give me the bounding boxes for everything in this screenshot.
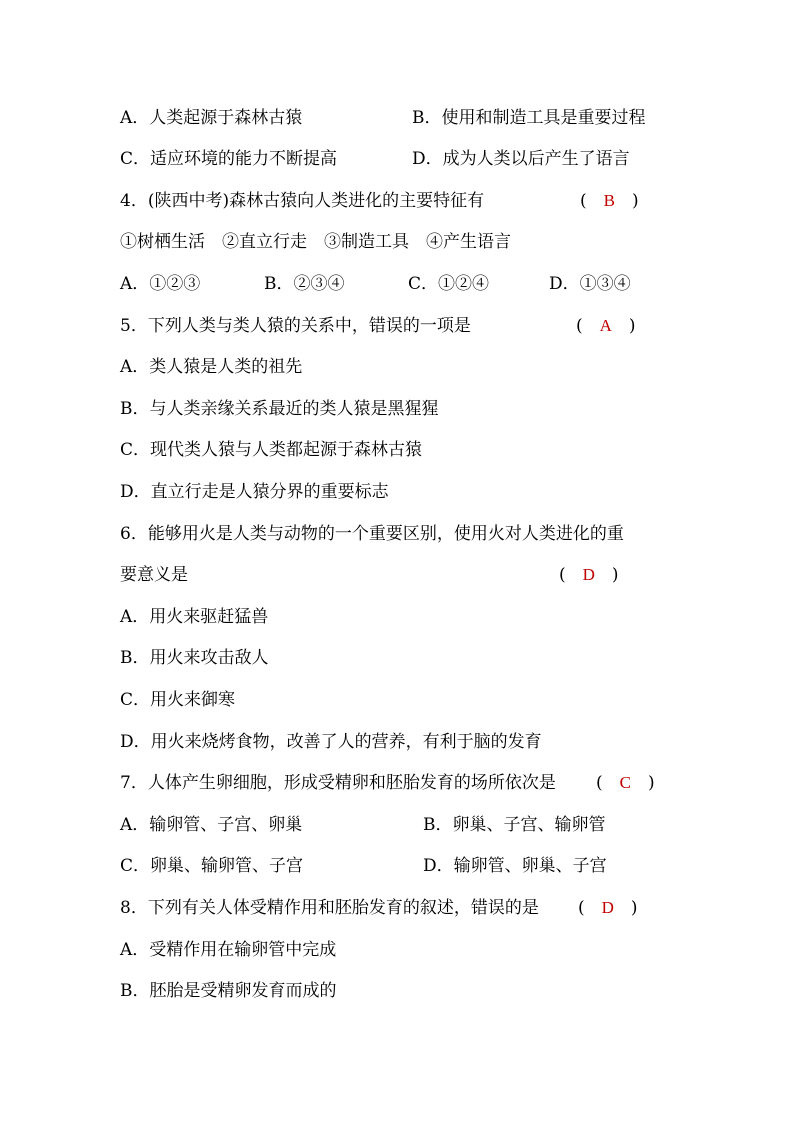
q5-option-d: D．直立行走是人猿分界的重要标志 [120,482,389,502]
q5-option-a: A．类人猿是人类的祖先 [120,357,303,377]
q4-stem: 4．(陕西中考)森林古猿向人类进化的主要特征有 [120,191,485,211]
q6-option-b: B．用火来攻击敌人 [120,648,269,668]
q6-option-d: D．用火来烧烤食物，改善了人的营养，有利于脑的发育 [120,732,542,752]
q6-answer: D [582,565,595,584]
q7-answer: C [619,773,631,792]
q6-answer-bracket: ( D ) [559,565,619,585]
q5-option-c: C．现代类人猿与人类都起源于森林古猿 [120,440,423,460]
q5-answer: A [599,316,612,335]
q8-stem: 8．下列有关人体受精作用和胚胎发育的叙述，错误的是 [120,898,539,918]
q4-option-d: D．①③④ [549,274,631,294]
q3-option-b: B．使用和制造工具是重要过程 [412,108,646,128]
q6-option-c: C．用火来御寒 [120,690,236,710]
q4-answer: B [603,191,615,210]
q7-option-b: B．卵巢、子宫、输卵管 [423,815,606,835]
q8-option-a: A．受精作用在输卵管中完成 [120,940,337,960]
q6-stem-line2: 要意义是 [120,565,188,585]
q4-option-c: C．①②④ [408,274,490,294]
q8-answer-bracket: ( D ) [578,898,638,918]
q4-items: ①树栖生活 ②直立行走 ③制造工具 ④产生语言 [120,232,511,252]
q7-option-c: C．卵巢、输卵管、子宫 [120,856,304,876]
q5-answer-bracket: ( A ) [576,316,636,336]
q5-stem: 5．下列人类与类人猿的关系中，错误的一项是 [120,316,471,336]
q6-option-a: A．用火来驱赶猛兽 [120,607,269,627]
q4-option-a: A．①②③ [120,274,201,294]
q4-answer-bracket: ( B ) [580,191,639,211]
q4-option-b: B．②③④ [264,274,345,294]
q8-option-b: B．胚胎是受精卵发育而成的 [120,981,337,1001]
q5-option-b: B．与人类亲缘关系最近的类人猿是黑猩猩 [120,399,439,419]
q3-option-c: C．适应环境的能力不断提高 [120,149,338,169]
q3-option-d: D．成为人类以后产生了语言 [412,149,630,169]
q7-stem: 7．人体产生卵细胞，形成受精卵和胚胎发育的场所依次是 [120,773,556,793]
q3-option-a: A．人类起源于森林古猿 [120,108,303,128]
q7-option-a: A．输卵管、子宫、卵巢 [120,815,303,835]
q7-option-d: D．输卵管、卵巢、子宫 [423,856,607,876]
q6-stem-line1: 6．能够用火是人类与动物的一个重要区别，使用火对人类进化的重 [120,524,624,544]
q8-answer: D [601,898,614,917]
q7-answer-bracket: ( C ) [596,773,655,793]
